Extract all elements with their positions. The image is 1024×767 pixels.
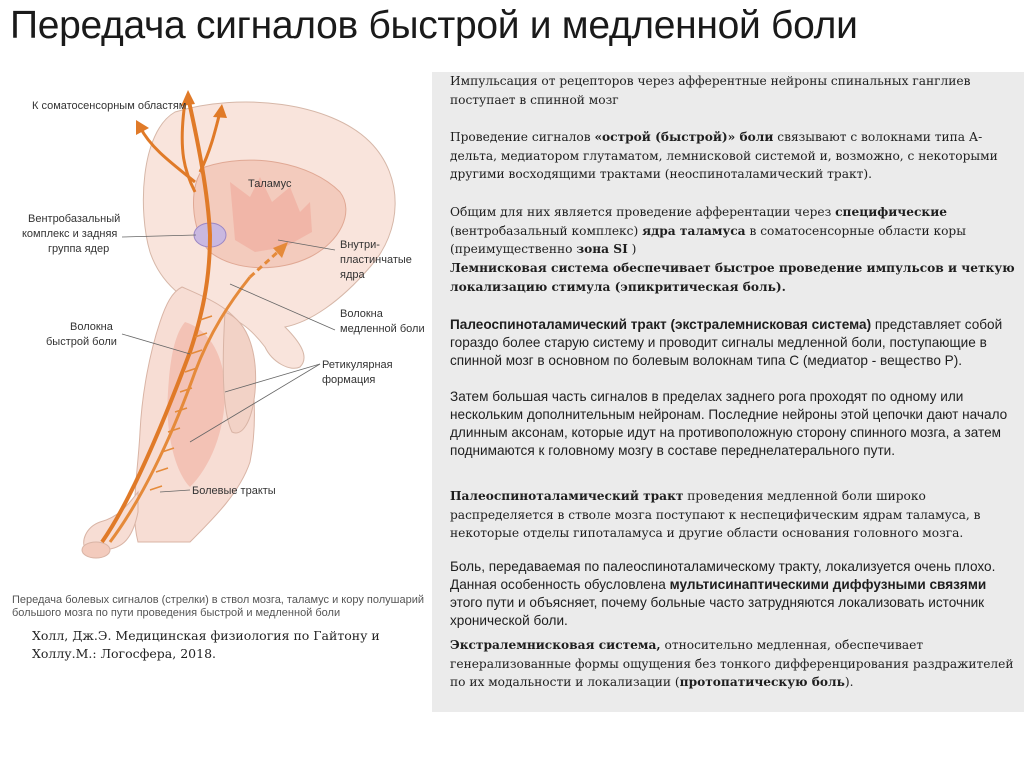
- p3-text-g: ): [627, 242, 637, 256]
- p9-bold-c: протопатическую боль: [679, 675, 845, 689]
- label-thalamus: Таламус: [248, 178, 292, 190]
- label-ventrobasal-1: Вентробазальный: [28, 213, 121, 225]
- p8-bold: мультисинаптическими диффузными связями: [669, 577, 987, 592]
- label-fast-fibers-2: быстрой боли: [46, 336, 117, 348]
- p4-bold: Лемнисковая система обеспечивает быстрое проведение импульсов и четкую локализацию стимула (эпикритическая боль).: [450, 261, 1015, 294]
- paragraph-1: Импульсация от рецепторов через афферентные нейроны спинальных ганглиев поступает в спинной мозг: [450, 74, 971, 107]
- figure-citation: Холл, Дж.Э. Медицинская физиология по Гайтону и Холлу.М.: Логосфера, 2018.: [32, 628, 380, 661]
- p3-text-e: в соматосенсорные области коры (преимущественно: [450, 223, 966, 256]
- label-reticular-1: Ретикулярная: [322, 359, 393, 371]
- paragraph-8: [450, 558, 1018, 630]
- spinal-cord-section: [82, 542, 110, 558]
- p2-text-c: связывают с волокнами типа А-дельта, медиатором глутаматом, лемнисковой системой и, возможно, с некоторыми другими восходящими трактами (неоспиноталамический тракт).: [450, 130, 998, 181]
- label-pain-tracts: Болевые тракты: [192, 485, 276, 497]
- p9-bold-a: Экстралемнисковая система,: [450, 638, 661, 652]
- paragraph-9: [450, 636, 1018, 692]
- p3-bold-d: ядра таламуса: [642, 223, 746, 238]
- paragraph-4: [450, 259, 1018, 296]
- label-slow-fibers-2: медленной боли: [340, 323, 425, 335]
- p3-text-c: (вентробазальный комплекс): [450, 223, 643, 238]
- p3-bold-f: зона SI: [576, 242, 628, 256]
- label-slow-fibers-1: Волокна: [340, 308, 383, 320]
- label-reticular-2: формация: [322, 374, 376, 386]
- slide-title: Передача сигналов быстрой и медленной боли: [10, 4, 858, 47]
- paragraph-5: [450, 316, 1018, 370]
- label-ventrobasal-3: группа ядер: [48, 243, 110, 255]
- label-ventrobasal-2: комплекс и задняя: [22, 228, 118, 240]
- p8-text-a: Боль, передаваемая по палеоспиноталамическому тракту, локализуется очень плохо. Данная особенность обусловлена: [450, 559, 996, 592]
- label-intralaminar-1: Внутри-: [340, 239, 380, 251]
- text-panel: [432, 72, 1024, 712]
- label-fast-fibers-1: Волокна: [70, 321, 113, 333]
- p7-text: проведения медленной боли широко распределяется в стволе мозга поступают к неспецифическим ядрам таламуса, в некоторые отделы гипоталамуса и другие области основания головного мозга.: [450, 489, 981, 540]
- paragraph-6: Затем большая часть сигналов в пределах заднего рога проходят по одному или нескольким дополнительным нейронам. Последние нейроны этой цепочки дают начало длинным аксонам, которые идут на противоположную сторону спинного мозга, а затем поднимаются к головному мозгу в составе переднелатерального пути.: [450, 389, 1008, 458]
- p9-text-b: относительно медленная, обеспечивает генерализованные формы ощущения без тонкого дифференцирования раздражителей по их модальности и локализации (: [450, 638, 1014, 689]
- p3-text-a: Общим для них является проведение афферентации через: [450, 205, 836, 219]
- p2-text-a: Проведение сигналов: [450, 130, 595, 144]
- brain-pain-pathway-figure: [10, 72, 432, 570]
- label-intralaminar-2: пластинчатые: [340, 254, 412, 266]
- p3-bold-b: специфические: [835, 205, 947, 219]
- label-somatosensory: К соматосенсорным областям: [32, 100, 187, 112]
- p5-text: представляет собой гораздо более старую систему и проводит сигналы медленной боли, поступающие в спинной мозг в основном по болевым волокнам типа С (медиатор - вещество Р).: [450, 317, 1003, 368]
- label-intralaminar-3: ядра: [340, 269, 365, 281]
- p2-bold: «острой (быстрой)» боли: [594, 130, 774, 144]
- p8-text-c: этого пути и объясняет, почему больные часто затрудняются локализовать источник хронической боли.: [450, 595, 985, 628]
- paragraph-2: [450, 128, 1018, 184]
- p7-bold: Палеоспиноталамический тракт: [450, 489, 684, 503]
- p9-text-d: ).: [844, 675, 854, 689]
- paragraph-3: [450, 203, 1018, 259]
- paragraph-7: [450, 487, 1018, 543]
- p5-bold: Палеоспиноталамический тракт (экстралемнисковая система): [450, 317, 872, 332]
- brain-diagram: [10, 72, 432, 570]
- figure-caption: Передача болевых сигналов (стрелки) в ствол мозга, таламус и кору полушарий большого мозга по пути проведения быстрой и медленной боли: [12, 594, 425, 619]
